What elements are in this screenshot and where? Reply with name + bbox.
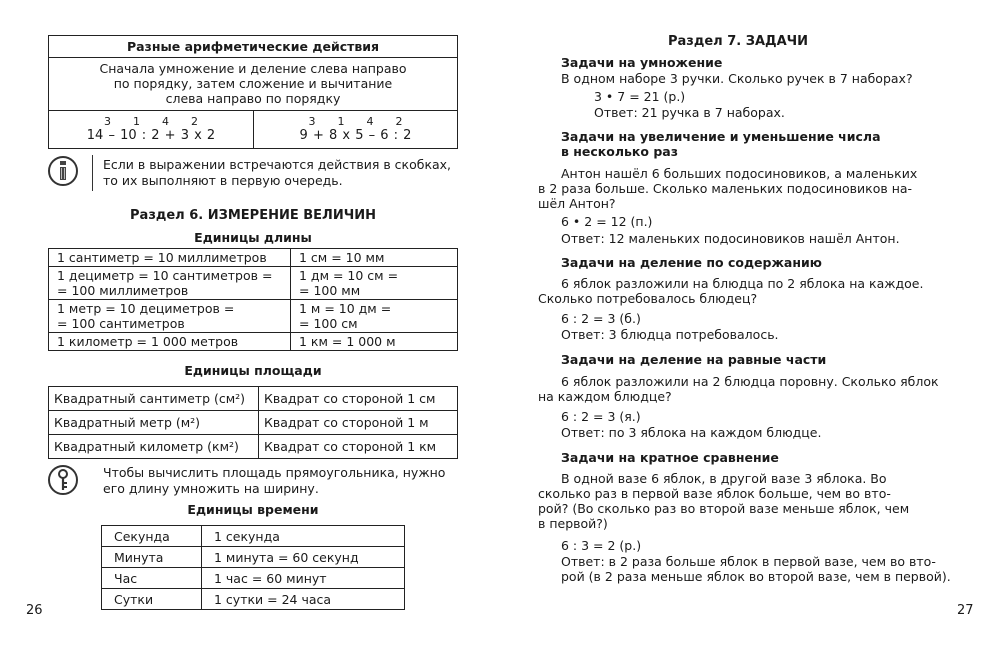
key-note-line: его длину умножить на ширину. bbox=[103, 481, 319, 496]
time-units-title: Единицы времени bbox=[187, 502, 319, 517]
problem-line: на каждом блюдце? bbox=[538, 389, 672, 404]
example-order: 3 1 4 2 bbox=[104, 115, 198, 128]
area-units-title: Единицы площади bbox=[184, 363, 322, 378]
answer: Ответ: 3 блюдца потребовалось. bbox=[561, 327, 779, 342]
cell-line: = 100 см bbox=[299, 316, 358, 331]
problem-text bbox=[538, 166, 958, 211]
problem-line: в первой?) bbox=[538, 516, 608, 531]
increase-decrease-heading bbox=[561, 129, 881, 159]
table-cell: 1 час = 60 минут bbox=[202, 568, 405, 589]
cell-line: 1 см = 10 мм bbox=[299, 250, 385, 265]
table-cell: Квадрат со стороной 1 м bbox=[259, 411, 458, 435]
answer bbox=[538, 554, 958, 584]
problem-line: шёл Антон? bbox=[538, 196, 616, 211]
solution: 6 : 2 = 3 (я.) bbox=[561, 409, 641, 424]
solution: 6 • 2 = 12 (п.) bbox=[561, 214, 653, 229]
rules-text-line: по порядку, затем сложение и вычитание bbox=[113, 76, 393, 91]
cell-line: 1 км = 1 000 м bbox=[299, 334, 396, 349]
problem-text: В одном наборе 3 ручки. Сколько ручек в 7 наборах? bbox=[561, 71, 913, 86]
table-cell: Минута bbox=[102, 547, 202, 568]
cell-line: = 100 миллиметров bbox=[57, 283, 189, 298]
key-note-line: Чтобы вычислить площадь прямоугольника, нужно bbox=[103, 465, 446, 480]
problem-line: Антон нашёл 6 больших подосиновиков, а маленьких bbox=[561, 166, 918, 181]
problem-line: в 2 раза больше. Сколько маленьких подосиновиков на- bbox=[538, 181, 913, 196]
length-units-title: Единицы длины bbox=[194, 230, 312, 245]
answer-line: Ответ: в 2 раза больше яблок в первой вазе, чем во вто- bbox=[561, 554, 936, 569]
section-7-title: Раздел 7. ЗАДАЧИ bbox=[668, 34, 809, 49]
table-cell: Секунда bbox=[102, 526, 202, 547]
page-number: 26 bbox=[26, 603, 43, 618]
problem-line: сколько раз в первой вазе яблок больше, чем во вто- bbox=[538, 486, 891, 501]
table-cell: Час bbox=[102, 568, 202, 589]
rules-title: Разные арифметические действия bbox=[49, 36, 458, 58]
problem-line: В одной вазе 6 яблок, в другой вазе 3 яблока. Во bbox=[561, 471, 887, 486]
problem-line: рой? (Во сколько раз во второй вазе меньше яблок, чем bbox=[538, 501, 910, 516]
solution: 3 • 7 = 21 (р.) bbox=[594, 89, 686, 104]
cell-line: = 100 сантиметров bbox=[57, 316, 185, 331]
cell-line: 1 дм = 10 см = bbox=[299, 268, 399, 283]
table-cell: 1 секунда bbox=[202, 526, 405, 547]
example-expression: 14 – 10 : 2 + 3 х 2 bbox=[86, 128, 216, 143]
table-cell: 1 сутки = 24 часа bbox=[202, 589, 405, 610]
table-cell: Квадратный километр (км²) bbox=[49, 435, 259, 459]
table-cell: Сутки bbox=[102, 589, 202, 610]
cell-line: 1 километр = 1 000 метров bbox=[57, 334, 239, 349]
answer: Ответ: 12 маленьких подосиновиков нашёл Антон. bbox=[561, 231, 900, 246]
example-order: 3 1 4 2 bbox=[308, 115, 403, 128]
cell-line: = 100 мм bbox=[299, 283, 361, 298]
answer: Ответ: 21 ручка в 7 наборах. bbox=[594, 105, 785, 120]
multiple-comparison-heading: Задачи на кратное сравнение bbox=[561, 450, 779, 465]
multiplication-heading: Задачи на умножение bbox=[561, 55, 723, 70]
answer: Ответ: по 3 яблока на каждом блюдце. bbox=[561, 425, 822, 440]
table-cell: Квадрат со стороной 1 км bbox=[259, 435, 458, 459]
solution: 6 : 3 = 2 (р.) bbox=[561, 538, 642, 553]
page-number: 27 bbox=[957, 603, 974, 618]
problem-text bbox=[538, 276, 958, 306]
division-equal-parts-heading: Задачи на деление на равные части bbox=[561, 352, 827, 367]
section-6-title: Раздел 6. ИЗМЕРЕНИЕ ВЕЛИЧИН bbox=[130, 208, 376, 223]
cell-line: 1 дециметр = 10 сантиметров = bbox=[57, 268, 273, 283]
table-cell: Квадратный метр (м²) bbox=[49, 411, 259, 435]
rules-text-line: слева направо по порядку bbox=[165, 91, 341, 106]
example-expression: 9 + 8 х 5 – 6 : 2 bbox=[299, 128, 412, 143]
problem-text bbox=[538, 374, 958, 404]
cell-line: 1 сантиметр = 10 миллиметров bbox=[57, 250, 267, 265]
heading-line: в несколько раз bbox=[561, 144, 678, 159]
info-note-line: то их выполняют в первую очередь. bbox=[103, 173, 343, 188]
problem-line: 6 яблок разложили на 2 блюдца поровну. Сколько яблок bbox=[561, 374, 939, 389]
solution: 6 : 2 = 3 (б.) bbox=[561, 311, 641, 326]
answer-line: рой (в 2 раза меньше яблок во второй вазе, чем в первой). bbox=[561, 569, 951, 584]
cell-line: 1 м = 10 дм = bbox=[299, 301, 392, 316]
problem-text bbox=[538, 471, 958, 531]
heading-line: Задачи на увеличение и уменьшение числа bbox=[561, 129, 881, 144]
problem-line: 6 яблок разложили на блюдца по 2 яблока на каждое. bbox=[561, 276, 924, 291]
cell-line: 1 метр = 10 дециметров = bbox=[57, 301, 235, 316]
problem-line: Сколько потребовалось блюдец? bbox=[538, 291, 758, 306]
info-note-line: Если в выражении встречаются действия в скобках, bbox=[103, 157, 452, 172]
table-cell: Квадратный сантиметр (см²) bbox=[49, 387, 259, 411]
division-by-content-heading: Задачи на деление по содержанию bbox=[561, 255, 822, 270]
table-cell: 1 минута = 60 секунд bbox=[202, 547, 405, 568]
table-cell: Квадрат со стороной 1 см bbox=[259, 387, 458, 411]
rules-text-line: Сначала умножение и деление слева направо bbox=[99, 61, 407, 76]
